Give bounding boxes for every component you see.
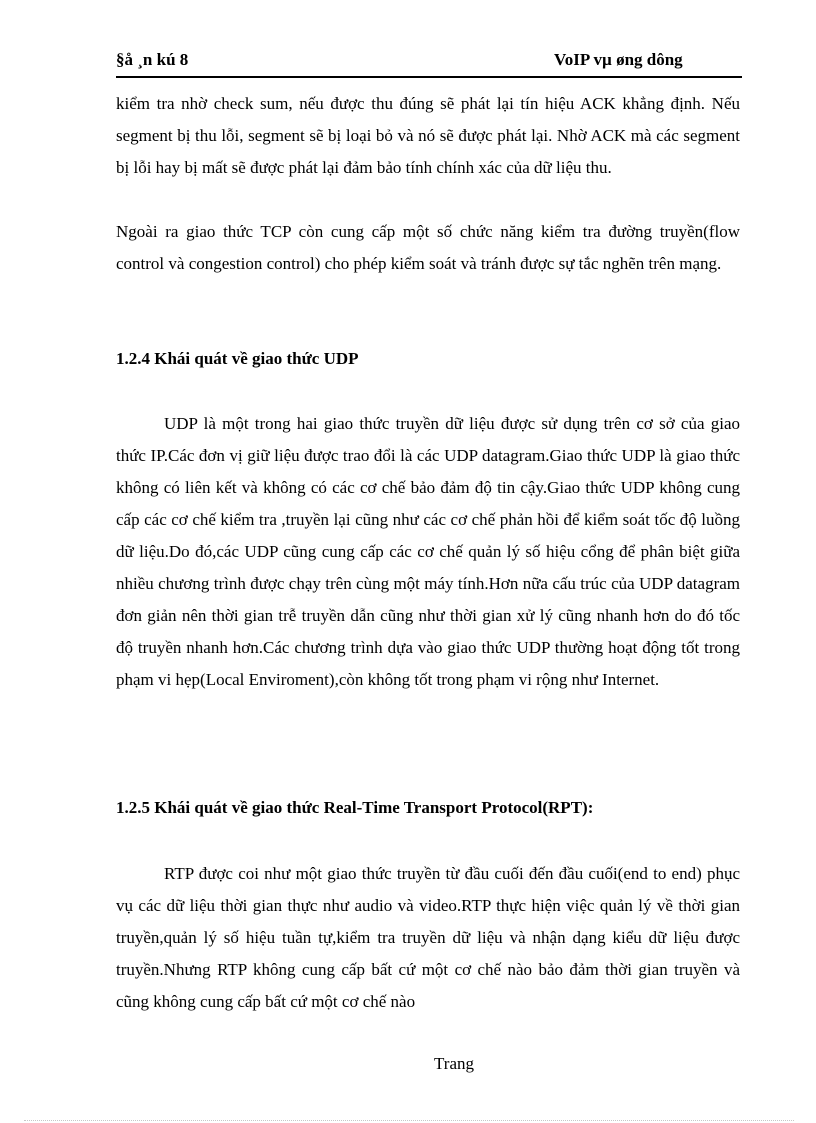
page-header <box>116 50 742 72</box>
page-bottom-border <box>24 1120 794 1121</box>
paragraph-tcp-flow-control: Ngoài ra giao thức TCP còn cung cấp một số chức năng kiểm tra đường truyền(flow control và congestion control) cho phép kiểm soát và tránh được sự tắc nghẽn trên mạng. <box>116 222 740 273</box>
section-heading-udp: 1.2.4 Khái quát về giao thức UDP <box>116 349 359 368</box>
header-project-title: §å ¸n kú 8 <box>116 50 189 69</box>
header-divider <box>116 76 742 78</box>
paragraph-tcp-ack: kiểm tra nhờ check sum, nếu được thu đúng sẽ phát lại tín hiệu ACK khẳng định. Nếu segment bị thu lỗi, segment sẽ bị loại bỏ và nó sẽ được phát lại. Nhờ ACK mà các segment bị lỗi hay bị mất sẽ được phát lại đảm bảo tính chính xác của dữ liệu thu. <box>116 94 740 177</box>
page-footer: Trang <box>434 1054 474 1073</box>
header-topic-title: VoIP vµ øng dông <box>554 50 683 69</box>
paragraph-rtp: RTP được coi như một giao thức truyền từ đầu cuối đến đầu cuối(end to end) phục vụ các dữ liệu thời gian thực như audio và video.RTP thực hiện việc quản lý về thời gian truyền,quản lý số hiệu tuần tự,kiểm tra truyền dữ liệu và nhận dạng kiểu dữ liệu được truyền.Nhưng RTP không cung cấp bất cứ một cơ chế nào bảo đảm thời gian truyền và cũng không cung cấp bất cứ một cơ chế nào <box>116 864 740 1011</box>
paragraph-udp: UDP là một trong hai giao thức truyền dữ liệu được sử dụng trên cơ sở của giao thức IP.Các đơn vị giữ liệu được trao đổi là các UDP datagram.Giao thức UDP là giao thức không có liên kết và không có các cơ chế bảo đảm độ tin cậy.Giao thức UDP không cung cấp các cơ chế kiểm tra ,truyền lại cũng như các cơ chế phản hồi để kiểm soát tốc độ luồng dữ liệu.Do đó,các UDP cũng cung cấp các cơ chế quản lý số hiệu cổng để phân biệt giữa nhiều chương trình được chạy trên cùng một máy tính.Hơn nữa cấu trúc của UDP datagram đơn giản nên thời gian trễ truyền dẫn cũng như thời gian xử lý cũng nhanh hơn do đó tốc độ truyền nhanh hơn.Các chương trình dựa vào giao thức UDP thường hoạt động tốt trong phạm vi hẹp(Local Enviroment),còn không tốt trong phạm vi rộng như Internet. <box>116 414 740 689</box>
section-heading-rtp: 1.2.5 Khái quát về giao thức Real-Time Transport Protocol(RPT): <box>116 798 594 817</box>
